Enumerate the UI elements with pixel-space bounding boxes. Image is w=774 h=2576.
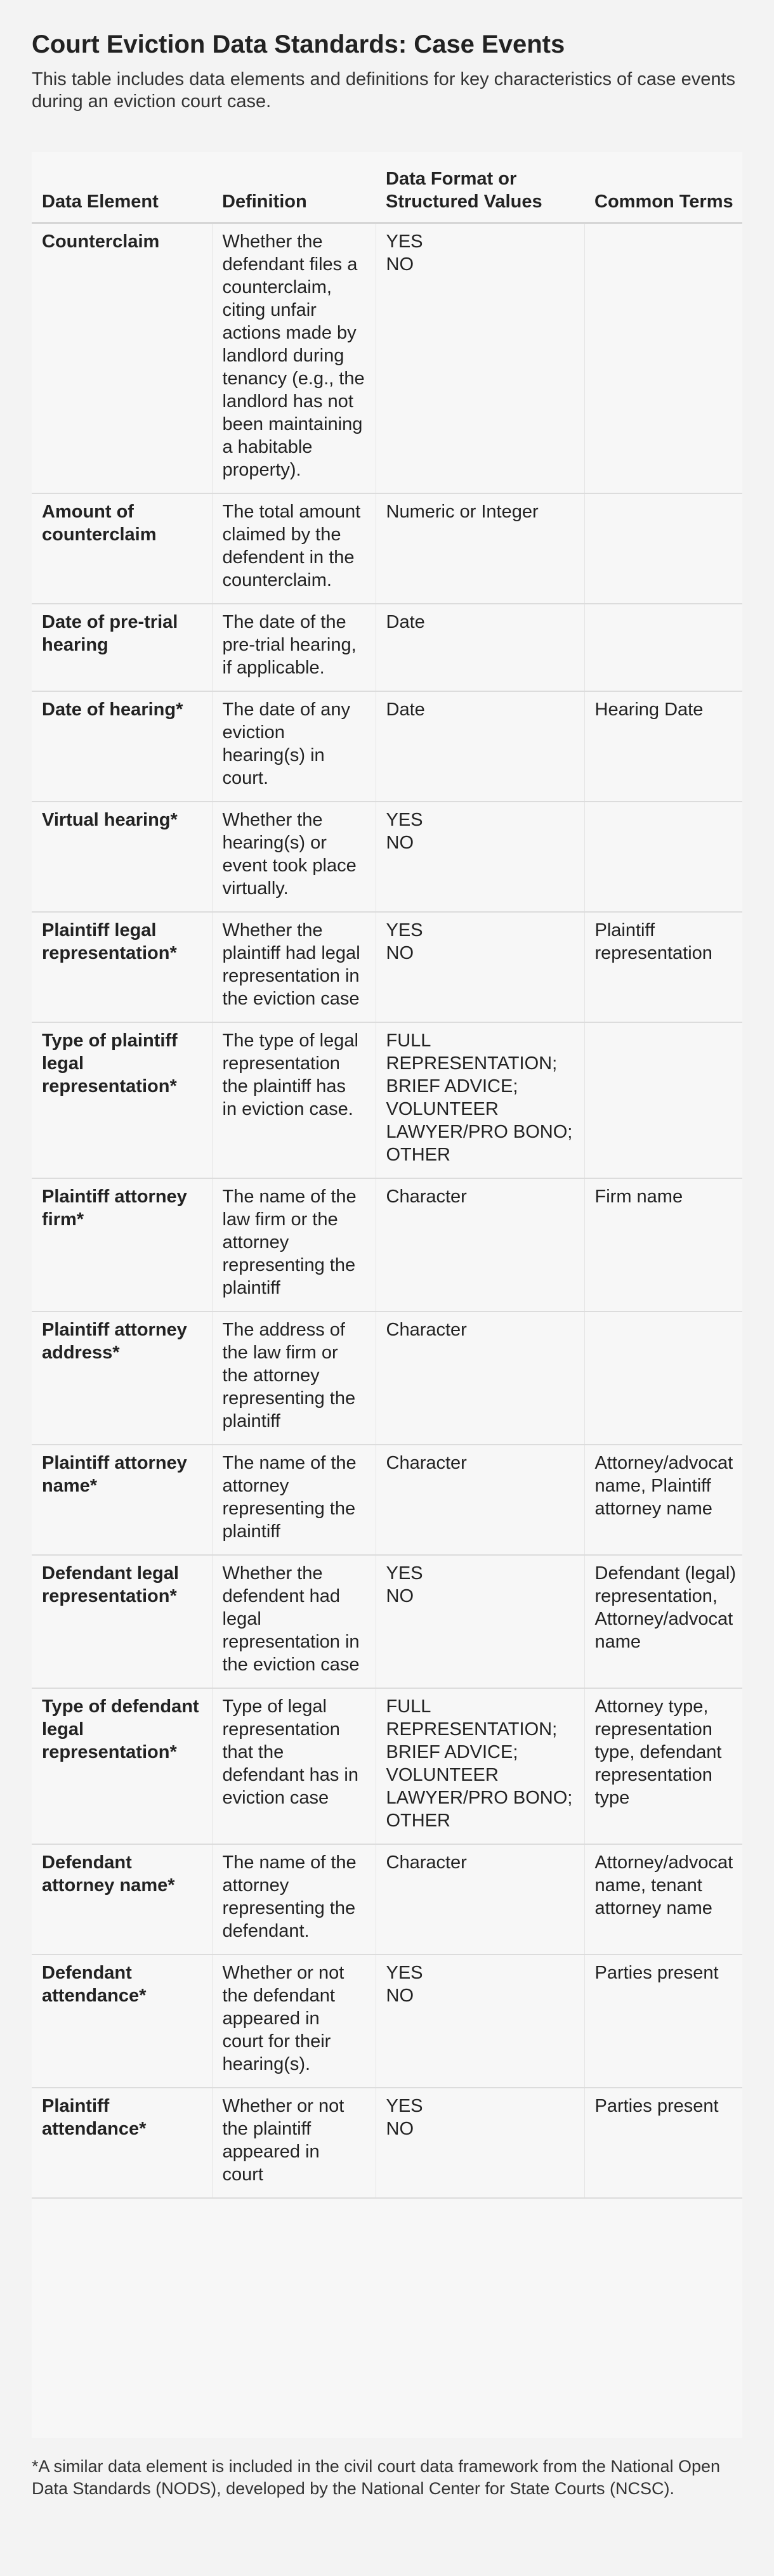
data-element-cell: Plaintiff legal representation*: [32, 912, 212, 1022]
common-term-line: name, tenant: [594, 1875, 702, 1896]
table-row: [32, 691, 742, 802]
format-value: Character: [386, 1453, 467, 1473]
data-element-cell: Type of plaintiff legal representation*: [32, 1022, 212, 1178]
common-term-line: name, Plaintiff: [594, 1476, 711, 1496]
format-value: OTHER: [386, 1145, 450, 1165]
format-value: NO: [386, 254, 414, 275]
common-terms-cell: [584, 223, 742, 494]
format-value: YES: [386, 231, 423, 252]
header-definition: Definition: [212, 152, 376, 223]
data-element-cell: Plaintiff attorney firm*: [32, 1178, 212, 1311]
data-element-cell: Defendant legal representation*: [32, 1555, 212, 1688]
header-data-element: Data Element: [32, 152, 212, 223]
common-term-line: Firm name: [594, 1187, 683, 1207]
data-format-cell: [376, 691, 584, 802]
common-terms-cell: [584, 802, 742, 912]
format-value: Numeric or Integer: [386, 502, 539, 522]
format-value: NO: [386, 2119, 414, 2139]
definition-cell: Whether or not the defendant appeared in court for their hearing(s).: [212, 1955, 376, 2088]
format-value: NO: [386, 943, 414, 963]
definition-cell: Whether the defendant files a counterclaim, citing unfair actions made by landlord during tenancy (e.g., the landlord has not been maintaining a habitable property).: [212, 223, 376, 494]
common-terms-cell: [584, 1688, 742, 1844]
common-term-line: type, defendant: [594, 1742, 722, 1762]
data-format-cell: [376, 912, 584, 1022]
data-format-cell: [376, 1844, 584, 1955]
definition-cell: Whether the defendent had legal representation in the eviction case: [212, 1555, 376, 1688]
table-row: [32, 1955, 742, 2088]
definition-cell: The name of the attorney representing the defendant.: [212, 1844, 376, 1955]
format-value: YES: [386, 1963, 423, 1983]
data-element-cell: Type of defendant legal representation*: [32, 1688, 212, 1844]
case-events-table: [32, 152, 742, 2199]
footnote: *A similar data element is included in the civil court data framework from the National Open Data Standards (NODS), developed by the National Center for State Courts (NCSC).: [32, 2457, 721, 2498]
page-subtitle: This table includes data elements and definitions for key characteristics of case events during an eviction court case.: [32, 69, 736, 112]
format-value: Date: [386, 612, 425, 632]
definition-cell: The name of the law firm or the attorney representing the plaintiff: [212, 1178, 376, 1311]
data-format-cell: [376, 2088, 584, 2198]
data-element-cell: Amount of counterclaim: [32, 493, 212, 604]
common-term-line: Parties present: [594, 1963, 719, 1983]
table-row: [32, 802, 742, 912]
data-element-cell: Plaintiff attendance*: [32, 2088, 212, 2198]
header-common-terms: Common Terms: [584, 152, 742, 223]
table-row: [32, 1311, 742, 1445]
data-element-cell: Defendant attendance*: [32, 1955, 212, 2088]
format-value: FULL REPRESENTATION;: [386, 1696, 558, 1740]
definition-cell: The total amount claimed by the defendent in the counterclaim.: [212, 493, 376, 604]
common-term-line: representation: [594, 943, 712, 963]
format-value: Character: [386, 1852, 467, 1873]
definition-cell: The date of the pre-trial hearing, if applicable.: [212, 604, 376, 691]
common-term-line: representation: [594, 1765, 712, 1785]
data-element-cell: Virtual hearing*: [32, 802, 212, 912]
table-scroll-container[interactable]: [32, 152, 742, 2438]
data-format-cell: [376, 1445, 584, 1555]
table-row: [32, 493, 742, 604]
common-terms-cell: [584, 1555, 742, 1688]
common-terms-cell: [584, 1445, 742, 1555]
data-element-cell: Plaintiff attorney address*: [32, 1311, 212, 1445]
format-value: NO: [386, 1986, 414, 2006]
common-terms-cell: [584, 691, 742, 802]
data-element-cell: Date of hearing*: [32, 691, 212, 802]
table-row: [32, 2088, 742, 2198]
common-term-line: Attorney/advocat: [594, 1609, 733, 1629]
common-term-line: type: [594, 1788, 630, 1808]
header-row: [32, 152, 742, 223]
definition-cell: Whether or not the plaintiff appeared in court: [212, 2088, 376, 2198]
table-row: [32, 1022, 742, 1178]
common-term-line: representation: [594, 1719, 712, 1740]
table-row: [32, 1844, 742, 1955]
format-value: BRIEF ADVICE;: [386, 1076, 518, 1096]
header-data-format: Data Format or Structured Values: [376, 152, 584, 223]
table-row: [32, 1688, 742, 1844]
common-term-line: name: [594, 1632, 641, 1652]
format-value: BRIEF ADVICE;: [386, 1742, 518, 1762]
definition-cell: The date of any eviction hearing(s) in court.: [212, 691, 376, 802]
common-term-line: Attorney/advocat: [594, 1852, 733, 1873]
common-terms-cell: [584, 1178, 742, 1311]
common-term-line: representation,: [594, 1586, 718, 1606]
definition-cell: The name of the attorney representing the plaintiff: [212, 1445, 376, 1555]
data-format-cell: [376, 1022, 584, 1178]
format-value: Character: [386, 1320, 467, 1340]
common-term-line: Defendant (legal): [594, 1563, 736, 1584]
common-terms-cell: [584, 1844, 742, 1955]
data-format-cell: [376, 1688, 584, 1844]
definition-cell: Whether the plaintiff had legal representation in the eviction case: [212, 912, 376, 1022]
data-format-cell: [376, 1178, 584, 1311]
data-format-cell: [376, 802, 584, 912]
common-terms-cell: [584, 604, 742, 691]
data-format-cell: [376, 1311, 584, 1445]
data-element-cell: Date of pre-trial hearing: [32, 604, 212, 691]
common-term-line: Plaintiff: [594, 920, 655, 940]
format-value: Character: [386, 1187, 467, 1207]
common-term-line: Attorney/advocat: [594, 1453, 733, 1473]
table-header: [32, 152, 742, 223]
format-value: Date: [386, 699, 425, 720]
format-value: NO: [386, 833, 414, 853]
data-element-cell: Counterclaim: [32, 223, 212, 494]
common-terms-cell: [584, 912, 742, 1022]
common-terms-cell: [584, 493, 742, 604]
format-value: YES: [386, 920, 423, 940]
common-terms-cell: [584, 1311, 742, 1445]
common-term-line: attorney name: [594, 1898, 712, 1918]
definition-cell: The type of legal representation the plaintiff has in eviction case.: [212, 1022, 376, 1178]
table-row: [32, 1445, 742, 1555]
definition-cell: Whether the hearing(s) or event took place virtually.: [212, 802, 376, 912]
page-title: Court Eviction Data Standards: Case Events: [32, 30, 565, 58]
common-terms-cell: [584, 1955, 742, 2088]
table-body: [32, 223, 742, 2199]
data-element-cell: Defendant attorney name*: [32, 1844, 212, 1955]
definition-cell: The address of the law firm or the attorney representing the plaintiff: [212, 1311, 376, 1445]
data-element-cell: Plaintiff attorney name*: [32, 1445, 212, 1555]
common-term-line: attorney name: [594, 1499, 712, 1519]
format-value: NO: [386, 1586, 414, 1606]
data-format-cell: [376, 493, 584, 604]
table-row: [32, 1555, 742, 1688]
format-value: YES: [386, 1563, 423, 1584]
data-format-cell: [376, 1555, 584, 1688]
table-row: [32, 223, 742, 494]
table-row: [32, 604, 742, 691]
format-value: OTHER: [386, 1811, 450, 1831]
format-value: YES: [386, 2096, 423, 2116]
definition-cell: Type of legal representation that the defendant has in eviction case: [212, 1688, 376, 1844]
table-row: [32, 1178, 742, 1311]
common-term-line: Attorney type,: [594, 1696, 709, 1717]
common-terms-cell: [584, 2088, 742, 2198]
common-term-line: Parties present: [594, 2096, 719, 2116]
format-value: VOLUNTEER LAWYER/PRO BONO;: [386, 1765, 573, 1808]
common-term-line: Hearing Date: [594, 699, 704, 720]
data-format-cell: [376, 604, 584, 691]
data-format-cell: [376, 1955, 584, 2088]
format-value: FULL REPRESENTATION;: [386, 1031, 558, 1074]
format-value: VOLUNTEER LAWYER/PRO BONO;: [386, 1099, 573, 1142]
format-value: YES: [386, 810, 423, 830]
table-row: [32, 912, 742, 1022]
common-terms-cell: [584, 1022, 742, 1178]
data-format-cell: [376, 223, 584, 494]
